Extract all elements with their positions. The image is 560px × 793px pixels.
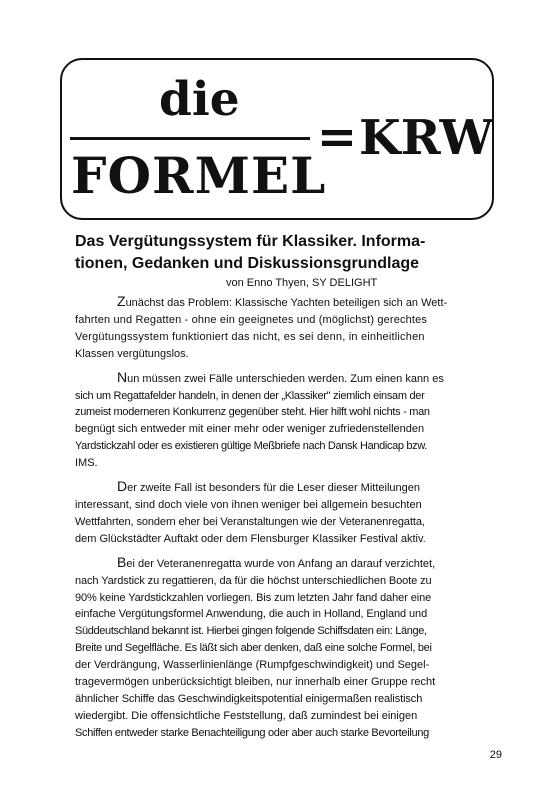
title-equals-sign: = — [316, 109, 358, 165]
text-line: Breite und Segelfläche. Es läßt sich aber denken, daß eine solche Formel, bei — [75, 642, 432, 655]
text-line: 90% keine Yardstickzahlen vorliegen. Bis zum letzten Jahr fand daher eine — [75, 591, 432, 604]
text-line: einfache Vergütungsformel Anwendung, die auch in Holland, England und — [75, 608, 428, 621]
text-line: Vergütungssystem funktioniert das nicht, es sei denn, in einheitlichen — [75, 330, 425, 343]
text-line: Yardstickzahl oder es existieren gültige Meßbriefe nach Dansk Handicap bzw. — [75, 440, 428, 453]
article-body — [75, 293, 500, 748]
text-line: zumeist moderneren Konkurrenz gegenüber steht. Hier hilft wohl nichts - man — [75, 406, 430, 419]
initial-letter: B — [117, 553, 127, 570]
paragraph-2 — [75, 369, 500, 472]
initial-letter: N — [117, 368, 128, 385]
text-line: der Verdrängung, Wasserlinienlänge (Rumpfgeschwindigkeit) und Segel- — [75, 659, 430, 672]
text-line: Süddeutschland bekannt ist. Hierbei gingen folgende Schiffsdaten ein: Länge, — [75, 625, 427, 638]
text-line: Klassen vergütungslos. — [75, 347, 189, 360]
initial-letter: Z — [117, 293, 126, 309]
text-line: tragevermögen unberücksichtigt bleiben, nur innerhalb einer Gruppe recht — [75, 676, 436, 689]
article-headline — [75, 231, 495, 275]
text-line: begnügt sich entweder mit einer mehr oder weniger zufriedenstellenden — [75, 423, 425, 436]
text-line: Schiffen entweder starke Benachteiligung oder aber auch starke Bevorteilung — [75, 726, 429, 739]
text-line: sich um Regattafelder handeln, in denen der „Klassiker" ziemlich einsam der — [75, 389, 425, 402]
paragraph-4 — [75, 554, 500, 742]
title-die: die — [159, 72, 240, 127]
text-line: IMS. — [75, 457, 98, 470]
initial-letter: D — [117, 478, 128, 495]
text-line: interessant, sind doch viele von ihnen weniger bei allgemein besuchten — [75, 498, 422, 511]
text-line: fahrten und Regatten - ohne ein geeignetes und (möglichst) gerechtes — [75, 313, 428, 326]
author-byline: von Enno Thyen, SY DELIGHT — [226, 277, 378, 289]
fraction-line — [70, 137, 310, 140]
paragraph-3 — [75, 478, 500, 548]
headline-line: Das Vergütungssystem für Klassiker. Informa- — [75, 233, 426, 250]
text-line: Zunächst das Problem: Klassische Yachten beteiligen sich an Wett- — [117, 293, 448, 309]
page-number: 29 — [489, 749, 502, 761]
title-krw: KRW — [359, 110, 494, 166]
text-line: dem Glückstädter Auftakt oder dem Flensburger Klassiker Festival aktiv. — [75, 532, 426, 545]
paragraph-1 — [75, 293, 500, 363]
text-line: ähnlicher Schiffe das Geschwindigkeitspotential einigermaßen realistisch — [75, 692, 423, 705]
headline-line: tionen, Gedanken und Diskussionsgrundlage — [75, 255, 420, 272]
title-formel: FORMEL — [71, 146, 327, 205]
text-line: Nun müssen zwei Fälle unterschieden werden. Zum einen kann es — [117, 368, 444, 385]
text-line: wiedergibt. Die offensichtliche Feststellung, daß zumindest bei einigen — [75, 709, 418, 722]
text-line: nach Yardstick zu regattieren, da für die höchst unterschiedlichen Boote zu — [75, 574, 432, 587]
text-line: Bei der Veteranenregatta wurde von Anfang an darauf verzichtet, — [117, 553, 436, 570]
text-line: Wettfahrten, sondern eher bei Veranstaltungen wie der Veteranenregatta, — [75, 515, 425, 528]
text-line: Der zweite Fall ist besonders für die Leser dieser Mitteilungen — [117, 478, 420, 495]
